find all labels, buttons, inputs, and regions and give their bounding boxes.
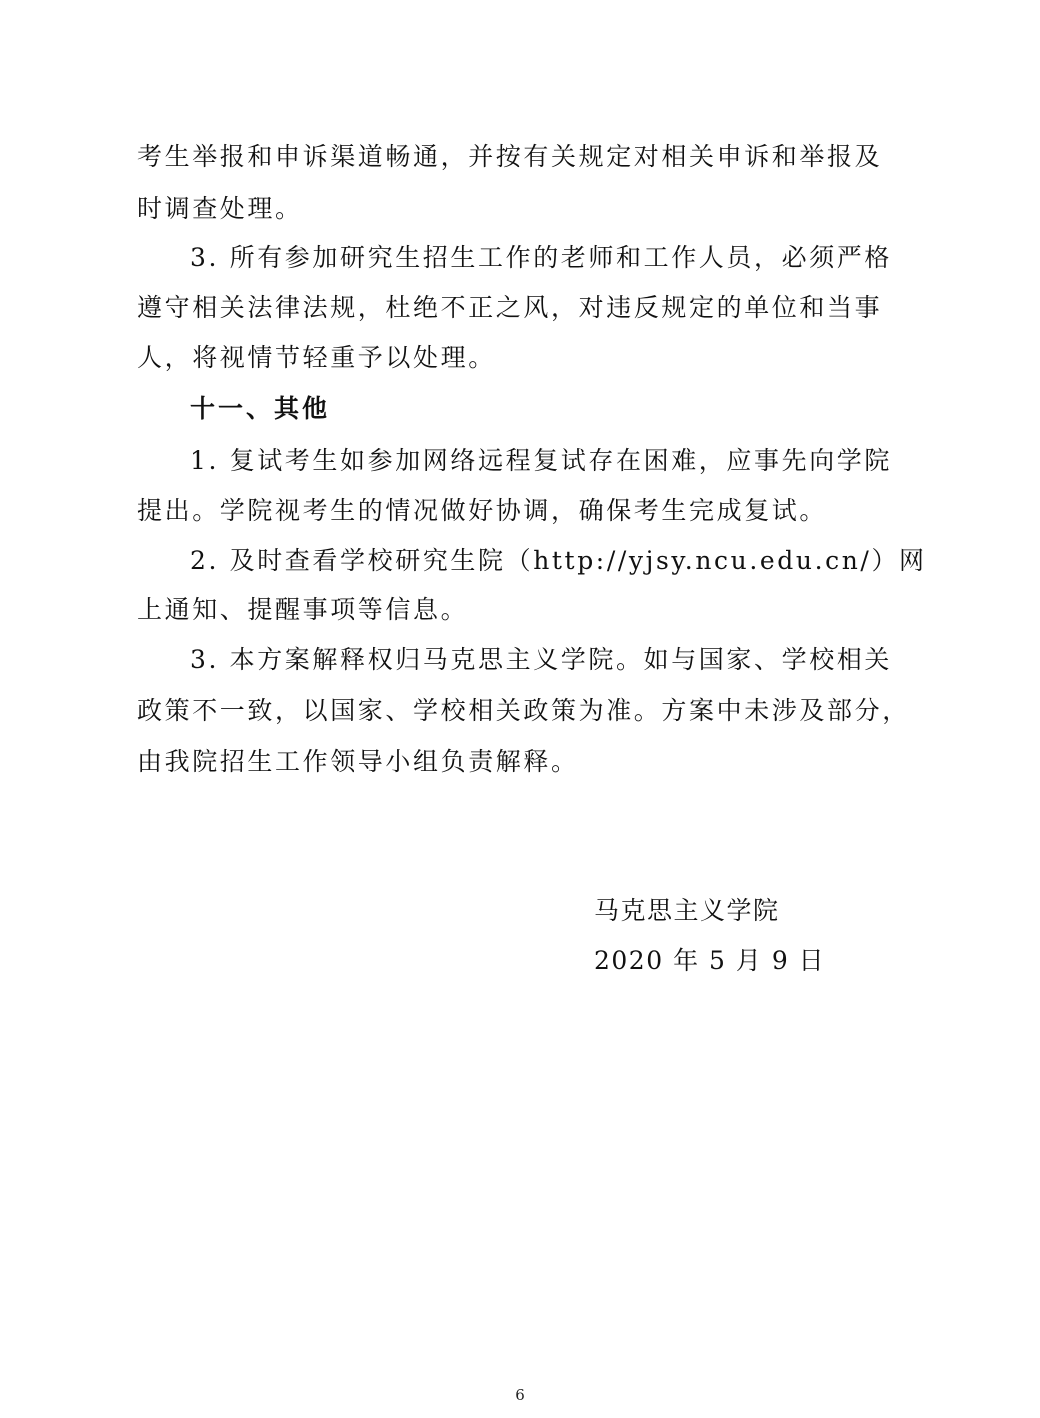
section-heading: 十一、其他 (190, 394, 331, 423)
paragraph-line: 提出。学院视考生的情况做好协调，确保考生完成复试。 (137, 496, 828, 525)
paragraph-line: 上通知、提醒事项等信息。 (137, 595, 469, 624)
paragraph-line: 1. 复试考生如参加网络远程复试存在困难，应事先向学院 (190, 446, 893, 475)
paragraph-line: 遵守相关法律法规，杜绝不正之风，对违反规定的单位和当事 (137, 293, 883, 322)
paragraph-line: 政策不一致，以国家、学校相关政策为准。方案中未涉及部分， (137, 696, 910, 725)
paragraph-line: 由我院招生工作领导小组负责解释。 (137, 747, 579, 776)
signature-org: 马克思主义学院 (594, 896, 780, 925)
page-number: 6 (515, 1386, 525, 1404)
paragraph-line: 人，将视情节轻重予以处理。 (137, 343, 496, 372)
paragraph-line: 3. 本方案解释权归马克思主义学院。如与国家、学校相关 (190, 645, 893, 674)
paragraph-line: 时调查处理。 (137, 194, 303, 223)
paragraph-line: 3. 所有参加研究生招生工作的老师和工作人员，必须严格 (190, 243, 893, 272)
paragraph-line: 2. 及时查看学校研究生院（http://yjsy.ncu.edu.cn/）网 (190, 546, 927, 575)
signature-date: 2020 年 5 月 9 日 (594, 946, 826, 975)
paragraph-line: 考生举报和申诉渠道畅通，并按有关规定对相关申诉和举报及 (137, 142, 883, 171)
